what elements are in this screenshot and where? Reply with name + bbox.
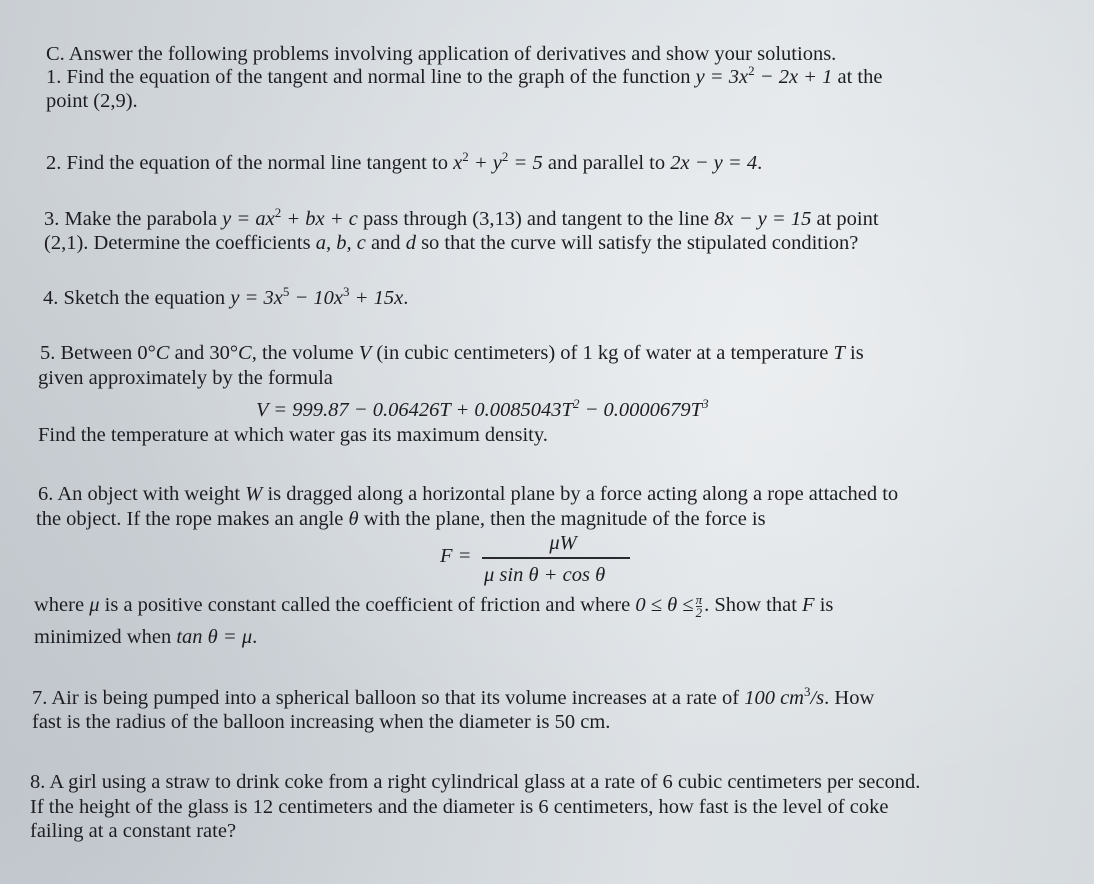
force-formula-lhs: F = [440, 545, 472, 567]
water-volume-formula: $V = 999.87 - 0.06426T + 0.0085043T^2 - 0.0000679T^3$ [256, 396, 709, 421]
problem-8-line-2: If the height of the glass is 12 centimeters and the diameter is 6 centimeters, how fast is the level of coke [30, 796, 889, 818]
problem-8-line-3: failing at a constant rate? [30, 820, 237, 842]
problem-6-line-2: the object. If the rope makes an angle θ with the plane, then the magnitude of the force is [36, 508, 766, 530]
problem-6-line-3: where μ is a positive constant called the coefficient of friction and where 0 ≤ θ ≤ $\frac{\pi}{2}$ . Show that F is [34, 591, 834, 620]
force-formula-fraction-bar [482, 557, 630, 559]
problem-4: 4. Sketch the equation $y = 3x^5 - 10x^3 + 15x$. [43, 284, 409, 309]
problem-1-line-2: point (2,9). [46, 90, 138, 112]
section-header: C. Answer the following problems involving application of derivatives and show your solutions. [46, 43, 837, 65]
problem-6-line-4: minimized when tan θ = μ. [34, 626, 258, 648]
problem-5-line-3: Find the temperature at which water gas its maximum density. [38, 424, 548, 446]
force-formula-numerator: μW [549, 532, 577, 554]
pi-over-2-fraction: $\frac{\pi}{2}$ [695, 591, 703, 620]
problem-5-line-2: given approximately by the formula [38, 367, 333, 389]
problem-6-line-1: 6. An object with weight W is dragged along a horizontal plane by a force acting along a rope attached to [38, 483, 899, 505]
problem-3-line-2: (2,1). Determine the coefficients a, b, c and d so that the curve will satisfy the stipulated condition? [44, 232, 859, 254]
problem-7-line-1: 7. Air is being pumped into a spherical balloon so that its volume increases at a rate of 100 $cm^3/s$. How [32, 684, 875, 709]
problem-1-line-1: 1. Find the equation of the tangent and normal line to the graph of the function $y = 3x^2 - 2x + 1$ at the [46, 63, 883, 88]
problem-8-line-1: 8. A girl using a straw to drink coke from a right cylindrical glass at a rate of 6 cubic centimeters per second. [30, 771, 921, 793]
problem-3-line-1: 3. Make the parabola $y = ax^2$ + bx + c pass through (3,13) and tangent to the line 8x − y = 15 at point [44, 205, 879, 230]
problem-2: 2. Find the equation of the normal line tangent to $x^2 + y^2 = 5$ and parallel to 2x − y = 4. [46, 149, 763, 174]
force-formula-denominator: μ sin θ + cos θ [484, 564, 606, 586]
problem-7-line-2: fast is the radius of the balloon increasing when the diameter is 50 cm. [32, 711, 611, 733]
problem-5-line-1: 5. Between 0°C and 30°C, the volume V (in cubic centimeters) of 1 kg of water at a temperature T is [40, 342, 864, 364]
